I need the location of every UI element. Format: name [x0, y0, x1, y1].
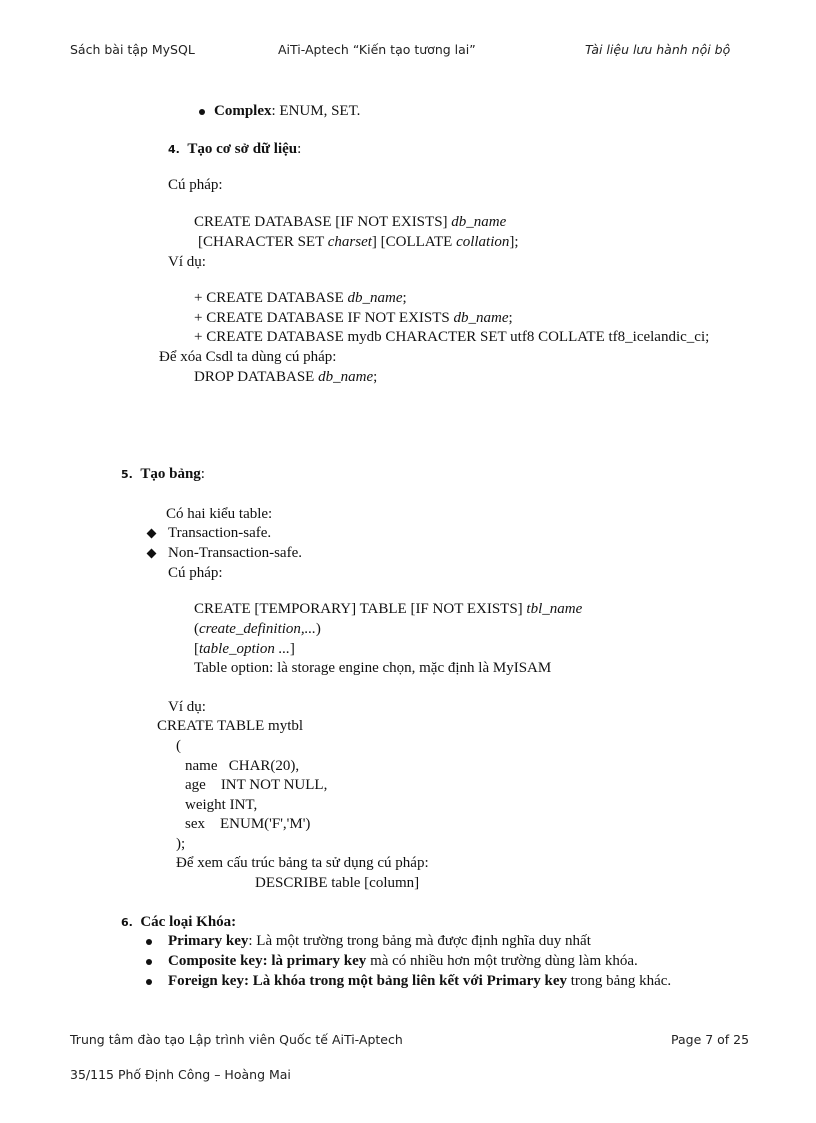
key-desc: : Là một trường trong bảng mà được định nghĩa duy nhất	[248, 933, 591, 949]
header-center: AiTi-Aptech “Kiến tạo tương lai”	[278, 42, 476, 57]
syntax-param: db_name	[318, 369, 374, 385]
create-db-syntax-line1	[194, 213, 506, 232]
section4-number: 4.	[168, 143, 180, 156]
footer-center-name: Trung tâm đào tạo Lập trình viên Quốc tế AiTi-Aptech	[70, 1032, 403, 1047]
code-line: sex ENUM('F','M')	[185, 816, 311, 832]
syntax-param: charset	[327, 234, 372, 250]
key-item	[168, 952, 638, 971]
key-item	[168, 972, 671, 991]
table-type-item: Non-Transaction-safe.	[168, 545, 302, 561]
section5-heading	[121, 465, 205, 484]
key-desc: mà có nhiều hơn một trường dùng làm khóa.	[366, 953, 638, 969]
section5-colon: :	[200, 466, 205, 482]
syntax-text: )	[315, 621, 321, 637]
example-line-2	[194, 309, 513, 328]
describe-command: DESCRIBE table [column]	[255, 875, 420, 891]
syntax-text: (	[194, 621, 199, 637]
syntax-param: table_option ...	[199, 641, 290, 657]
syntax-param: create_definition,...	[199, 621, 316, 637]
syntax-param: collation	[456, 234, 510, 250]
section4-syntax-label: Cú pháp:	[168, 177, 223, 193]
table-type-item: Transaction-safe.	[168, 525, 272, 541]
example-text: ;	[402, 290, 407, 306]
key-desc: trong bảng khác.	[567, 973, 672, 989]
example-param: db_name	[347, 290, 403, 306]
section4-title: Tạo cơ sở dữ liệu	[187, 141, 298, 157]
bullet-icon	[146, 939, 152, 945]
example-text: ;	[508, 310, 513, 326]
section6-number: 6.	[121, 916, 133, 929]
create-table-syntax-1	[194, 600, 582, 619]
table-option-note: Table option: là storage engine chọn, mặc định là MyISAM	[194, 660, 552, 676]
complex-text: : ENUM, SET.	[271, 103, 361, 119]
section4-example-label: Ví dụ:	[168, 254, 206, 270]
bullet-icon	[146, 979, 152, 985]
section4-colon: :	[297, 141, 302, 157]
diamond-bullet-icon	[147, 529, 157, 539]
key-name: Primary key	[168, 933, 249, 949]
header-right: Tài liệu lưu hành nội bộ	[585, 42, 731, 57]
syntax-text: ];	[509, 234, 519, 250]
code-line: (	[176, 738, 181, 754]
example-line-3: + CREATE DATABASE mydb CHARACTER SET utf8 COLLATE tf8_icelandic_ci;	[194, 329, 710, 345]
syntax-param: db_name	[451, 214, 507, 230]
example-param: db_name	[453, 310, 509, 326]
code-line: );	[176, 836, 186, 852]
bullet-icon	[146, 959, 152, 965]
complex-types-line	[214, 102, 360, 121]
section4-heading	[168, 140, 301, 159]
section5-syntax-label: Cú pháp:	[168, 565, 223, 581]
section5-title: Tạo bảng	[140, 466, 201, 482]
syntax-param: tbl_name	[526, 601, 583, 617]
code-line: age INT NOT NULL,	[185, 777, 328, 793]
syntax-text: ]	[289, 641, 295, 657]
code-line: name CHAR(20),	[185, 758, 300, 774]
example-text: + CREATE DATABASE	[194, 290, 348, 306]
syntax-text: CREATE DATABASE [IF NOT EXISTS]	[194, 214, 452, 230]
create-table-syntax-2	[194, 620, 321, 639]
example-text: + CREATE DATABASE IF NOT EXISTS	[194, 310, 454, 326]
complex-label: Complex	[214, 103, 272, 119]
table-types-intro: Có hai kiểu table:	[166, 506, 273, 522]
section5-number: 5.	[121, 468, 133, 481]
create-table-syntax-3	[194, 640, 295, 659]
header-left: Sách bài tập MySQL	[70, 42, 195, 57]
section6-title: Các loại Khóa:	[140, 914, 237, 930]
key-name: Composite key: là primary key	[168, 953, 367, 969]
footer-page-number: Page 7 of 25	[671, 1032, 750, 1047]
drop-db-syntax	[194, 368, 377, 387]
drop-db-label: Để xóa Csdl ta dùng cú pháp:	[159, 349, 337, 365]
describe-label: Để xem cấu trúc bảng ta sử dụng cú pháp:	[176, 855, 429, 871]
section5-example-label: Ví dụ:	[168, 699, 206, 715]
syntax-text: ;	[373, 369, 378, 385]
syntax-text: [CHARACTER SET	[198, 234, 328, 250]
example-line-1	[194, 289, 407, 308]
create-db-syntax-line2	[198, 233, 519, 252]
key-name: Foreign key: Là khóa trong một bảng liên kết với Primary key	[168, 973, 567, 989]
key-item	[168, 932, 591, 951]
syntax-text: ] [COLLATE	[371, 234, 457, 250]
syntax-text: DROP DATABASE	[194, 369, 319, 385]
bullet-icon	[199, 109, 205, 115]
code-line: weight INT,	[185, 797, 258, 813]
syntax-text: CREATE [TEMPORARY] TABLE [IF NOT EXISTS]	[194, 601, 527, 617]
syntax-text: [	[194, 641, 199, 657]
diamond-bullet-icon	[147, 549, 157, 559]
section6-heading	[121, 913, 236, 932]
footer-address: 35/115 Phố Định Công – Hoàng Mai	[70, 1067, 291, 1082]
code-line: CREATE TABLE mytbl	[157, 718, 304, 734]
